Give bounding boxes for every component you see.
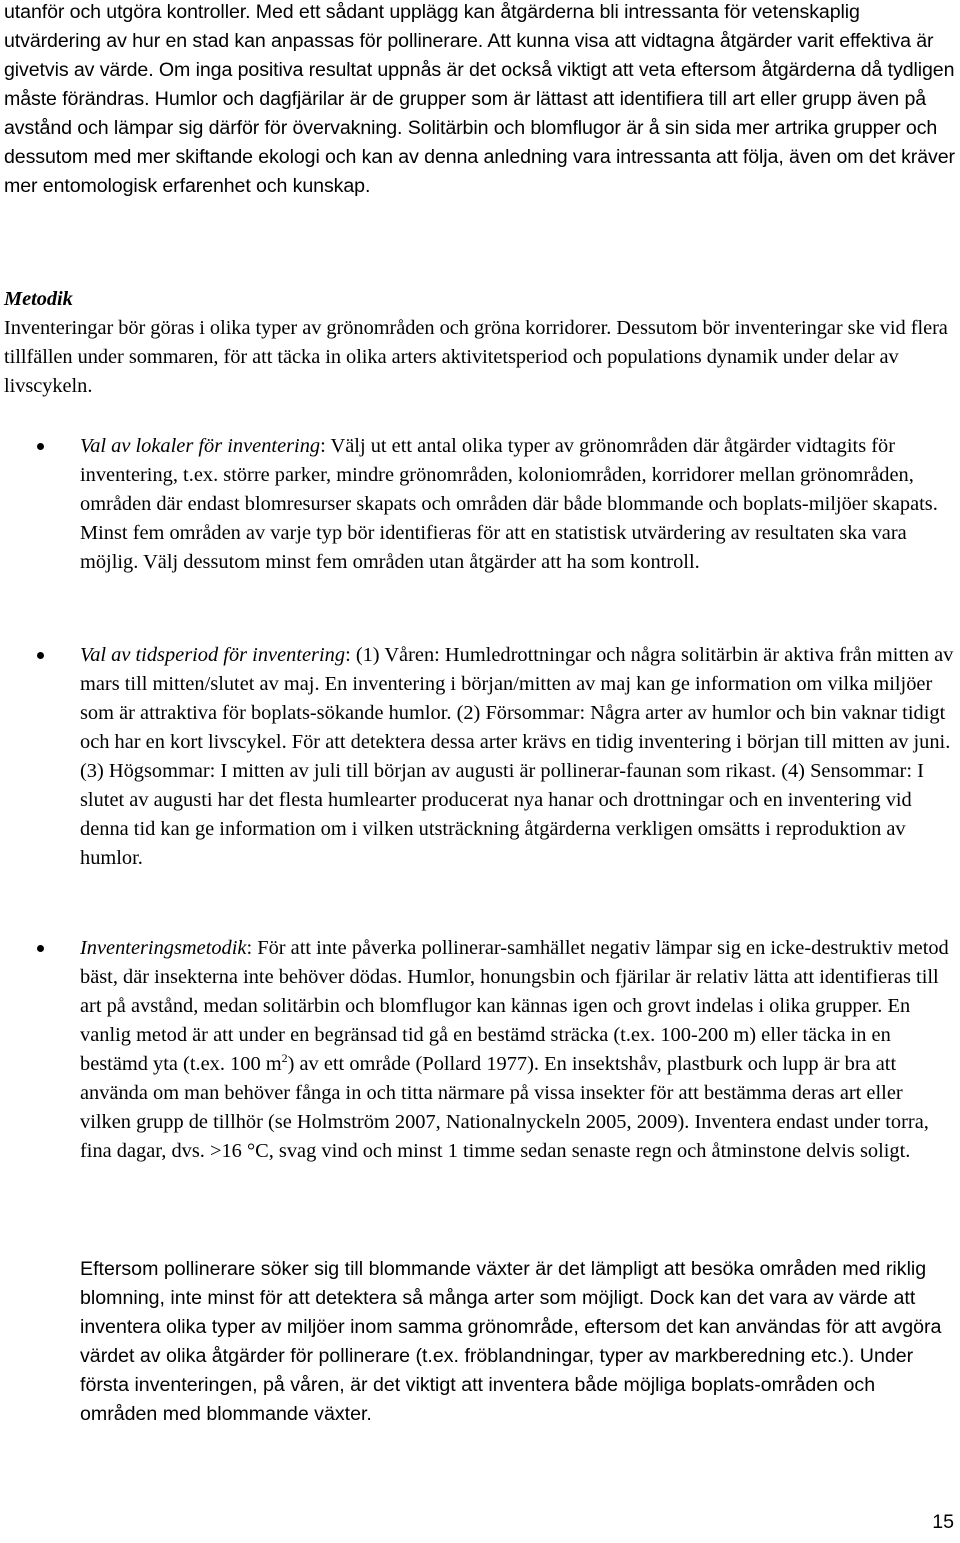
bullet-lokaler — [4, 432, 956, 577]
bullet-body-a: : För att inte påverka pollinerar-samhället negativ lämpar sig en icke-destruktiv metod bäst, där insekterna inte behöver dödas. Humlor, honungsbin och fjärilar är relativ lätta att identifieras till art på avstånd, medan solitärbin och blomflugor kan kännas igen och grovt indelas i olika grupper. En vanlig metod är att under en begränsad tid gå en bestämd sträcka (t.ex. 100-200 m) eller täcka in en bestämd yta (t.ex. 100 m — [80, 937, 949, 1075]
closing-paragraph: Eftersom pollinerare söker sig till blommande växter är det lämpligt att besöka områden med riklig blomning, inte minst för att detektera så många arter som möjligt. Dock kan det vara av värde att inventera olika typer av miljöer inom samma grönområde, eftersom det kan användas för att avgöra värdet av olika åtgärder för pollinerare (t.ex. fröblandningar, typer av markberedning etc.). Under första inventeringen, på våren, är det viktigt att inventera både möjliga boplats-områden och områden med blommande växter. — [80, 1258, 942, 1425]
bullet-dot — [37, 945, 44, 952]
intro-text: utanför och utgöra kontroller. Med ett sådant upplägg kan åtgärderna bli intressanta för vetenskaplig utvärdering av hur en stad kan anpassas för pollinerare. Att kunna visa att vidtagna åtgärder varit effektiva är givetvis av värde. Om inga positiva resultat uppnås är det också viktigt att veta eftersom åtgärderna då tydligen måste förändras. Humlor och dagfjärilar är de grupper som är lättast att identifiera till art eller grupp även på avstånd och lämpar sig därför för övervakning. Solitärbin och blomflugor är å sin sida mer artrika grupper och dessutom med mer skiftande ekologi och kan av denna anledning vara intressanta att följa, även om det kräver mer entomologisk erfarenhet och kunskap. — [4, 1, 955, 197]
bullet-text — [80, 934, 956, 1166]
bullet-lead: Val av lokaler för inventering — [80, 435, 321, 457]
superscript: 2 — [281, 1051, 288, 1066]
bullet-body: : Välj ut ett antal olika typer av grönområden där åtgärder vidtagits för inventering, t.ex. större parker, mindre grönområden, koloniområden, korridorer mellan grönområden, områden där endast blomresurser skapats och områden där både blommande och boplats-miljöer skapats. Minst fem områden av varje typ bör identifieras för att en statistisk utvärdering av resultaten ska vara möjlig. Välj dessutom minst fem områden utan åtgärder att ha som kontroll. — [80, 435, 938, 573]
intro-paragraph — [4, 0, 956, 201]
metodik-section — [4, 285, 956, 401]
bullet-dot — [37, 443, 44, 450]
bullet-lead: Inventeringsmetodik — [80, 937, 247, 959]
bullet-text — [80, 432, 956, 577]
bullet-inventeringsmetodik — [4, 934, 956, 1166]
bullet-body-b: ) av ett område (Pollard 1977). En insektshåv, plastburk och lupp är bra att använda om man behöver fånga in och titta närmare på vissa insekter för att bestämma deras art eller vilken grupp de tillhör (se Holmström 2007, Nationalnyckeln 2005, 2009). Inventera endast under torra, fina dagar, dvs. >16 °C, svag vind och minst 1 timme sedan senaste regn och åtminstone delvis soligt. — [80, 1053, 929, 1162]
bullet-body: : (1) Våren: Humledrottningar och några solitärbin är aktiva från mitten av mars till mitten/slutet av maj. En inventering i början/mitten av maj kan ge information om vilka miljöer som är attraktiva för boplats-sökande humlor. (2) Försommar: Några arter av humlor och bin vaknar tidigt och har en kort livscykel. För att detektera dessa arter krävs en tidig inventering i början till mitten av juni. (3) Högsommar: I mitten av juli till början av augusti är pollinerar-faunan som rikast. (4) Sensommar: I slutet av augusti har det flesta humlearter producerat nya hanar och drottningar och en inventering vid denna tid kan ge information om i vilken utsträckning åtgärderna verkligen omsätts i reproduktion av humlor. — [80, 644, 954, 869]
bullet-dot — [37, 652, 44, 659]
bullet-text — [80, 641, 956, 873]
bullet-lead: Val av tidsperiod för inventering — [80, 644, 346, 666]
page-number: 15 — [932, 1511, 954, 1533]
bullet-tidsperiod — [4, 641, 956, 873]
metodik-heading: Metodik — [4, 288, 73, 310]
metodik-body: Inventeringar bör göras i olika typer av grönområden och gröna korridorer. Dessutom bör inventeringar ske vid flera tillfällen under sommaren, för att täcka in olika arters aktivitetsperiod och populations dynamik under delar av livscykeln. — [4, 317, 948, 397]
